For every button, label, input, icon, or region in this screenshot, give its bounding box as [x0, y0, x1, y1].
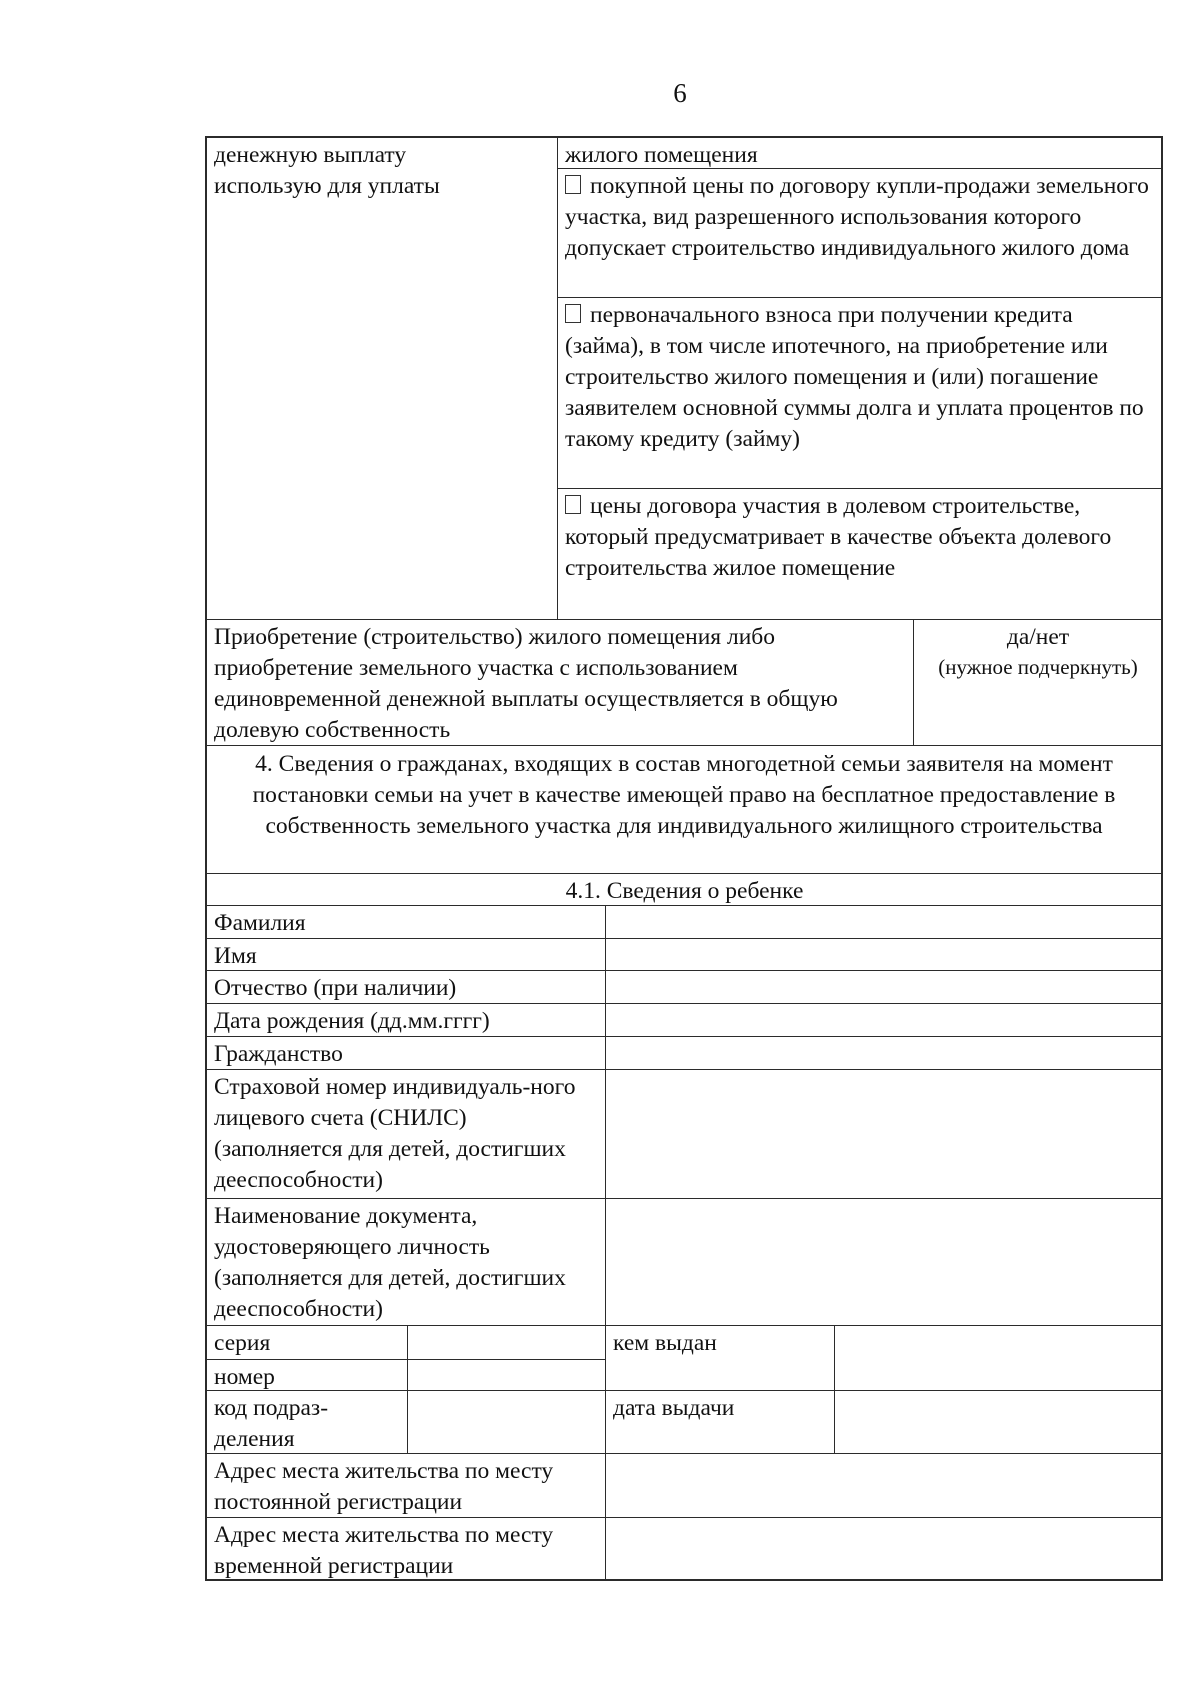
field-row-permanent-address — [207, 1453, 1161, 1517]
option-1-text: покупной цены по договору купли-продажи земельного участка, вид разрешенного использования которого допускает строительство индивидуального жилого дома — [565, 173, 1149, 261]
input-temporary-address[interactable] — [605, 1518, 1161, 1579]
ownership-row — [207, 619, 1161, 745]
number-row — [207, 1360, 605, 1393]
input-surname[interactable] — [605, 906, 1161, 938]
label-surname: Фамилия — [214, 910, 306, 936]
passport-block-2 — [207, 1390, 1161, 1453]
option-initial-payment — [558, 298, 1161, 489]
section4-heading-row — [207, 745, 1161, 873]
field-row-surname — [207, 905, 1161, 938]
input-number[interactable] — [407, 1360, 605, 1393]
label-issued-by: кем выдан — [605, 1326, 834, 1390]
label-citizenship: Гражданство — [214, 1041, 343, 1067]
series-row — [207, 1326, 605, 1360]
input-series[interactable] — [407, 1326, 605, 1359]
field-row-snils — [207, 1069, 1161, 1198]
label-name: Имя — [214, 943, 257, 969]
ownership-answer[interactable]: да/нет — [1006, 624, 1070, 650]
input-patronymic[interactable] — [605, 971, 1161, 1003]
option-shared-construction — [558, 489, 1161, 619]
field-row-birth-date — [207, 1003, 1161, 1036]
payment-options — [557, 138, 1161, 619]
option-3-text: цены договора участия в долевом строительстве, который предусматривает в качестве объекта долевого строительства жилое помещение — [565, 493, 1112, 581]
input-citizenship[interactable] — [605, 1037, 1161, 1069]
label-number: номер — [214, 1364, 275, 1390]
input-issue-date[interactable] — [834, 1391, 1161, 1453]
label-id-doc: Наименование документа, удостоверяющего личность (заполняется для детей, достигших дееспособности) — [214, 1203, 566, 1322]
label-permanent-address: Адрес места жительства по месту постоянной регистрации — [214, 1458, 554, 1515]
field-row-patronymic — [207, 970, 1161, 1003]
ownership-note: (нужное подчеркнуть) — [938, 655, 1138, 679]
series-number-group — [207, 1326, 605, 1390]
payment-section — [207, 138, 1161, 619]
payment-left-line1: денежную выплату — [214, 142, 407, 168]
option-0-text: жилого помещения — [565, 142, 758, 168]
checkbox-icon[interactable] — [565, 304, 581, 323]
input-id-doc[interactable] — [605, 1199, 1161, 1325]
payment-left-label — [207, 138, 557, 619]
label-series: серия — [214, 1330, 271, 1356]
section4-heading: 4. Сведения о гражданах, входящих в состав многодетной семьи заявителя на момент постановки семьи на учет в качестве имеющей право на бесплатное предоставление в собственность земельного участка для индивидуального жилищного строительства — [252, 751, 1116, 839]
input-birth-date[interactable] — [605, 1004, 1161, 1036]
input-issued-by[interactable] — [834, 1326, 1161, 1390]
label-snils: Страховой номер индивидуаль-ного лицевого счета (СНИЛС) (заполняется для детей, достигших дееспособности) — [214, 1074, 576, 1193]
option-2-text: первоначального взноса при получении кредита (займа), в том числе ипотечного, на приобретение или строительство жилого помещения и (или) погашение заявителем основной суммы долга и уплата процентов по такому кредиту (займу) — [565, 302, 1144, 452]
label-birth-date: Дата рождения (дд.мм.гггг) — [214, 1008, 490, 1034]
option-land-purchase — [558, 169, 1161, 298]
checkbox-icon[interactable] — [565, 175, 581, 194]
label-issue-date: дата выдачи — [605, 1391, 834, 1453]
field-row-temporary-address — [207, 1517, 1161, 1579]
label-patronymic: Отчество (при наличии) — [214, 975, 457, 1001]
input-permanent-address[interactable] — [605, 1454, 1161, 1517]
payment-left-line2: использую для уплаты — [214, 173, 440, 199]
field-row-citizenship — [207, 1036, 1161, 1069]
input-name[interactable] — [605, 939, 1161, 970]
ownership-text: Приобретение (строительство) жилого помещения либо приобретение земельного участка с использованием единовременной денежной выплаты осуществляется в общую долевую собственность — [214, 624, 838, 743]
section4-subheading: 4.1. Сведения о ребенке — [565, 878, 804, 904]
option-housing — [558, 138, 1161, 169]
subheading-row — [207, 873, 1161, 905]
ownership-answer-cell — [913, 620, 1161, 745]
field-row-name — [207, 938, 1161, 970]
field-row-id-doc — [207, 1198, 1161, 1325]
input-snils[interactable] — [605, 1070, 1161, 1198]
label-temporary-address: Адрес места жительства по месту временной регистрации — [214, 1522, 554, 1579]
page-number: 6 — [673, 78, 687, 108]
form-table — [205, 136, 1163, 1581]
label-dept-code: код подраз-деления — [214, 1395, 329, 1452]
passport-block-1 — [207, 1325, 1161, 1390]
checkbox-icon[interactable] — [565, 495, 581, 514]
input-dept-code[interactable] — [407, 1391, 605, 1453]
